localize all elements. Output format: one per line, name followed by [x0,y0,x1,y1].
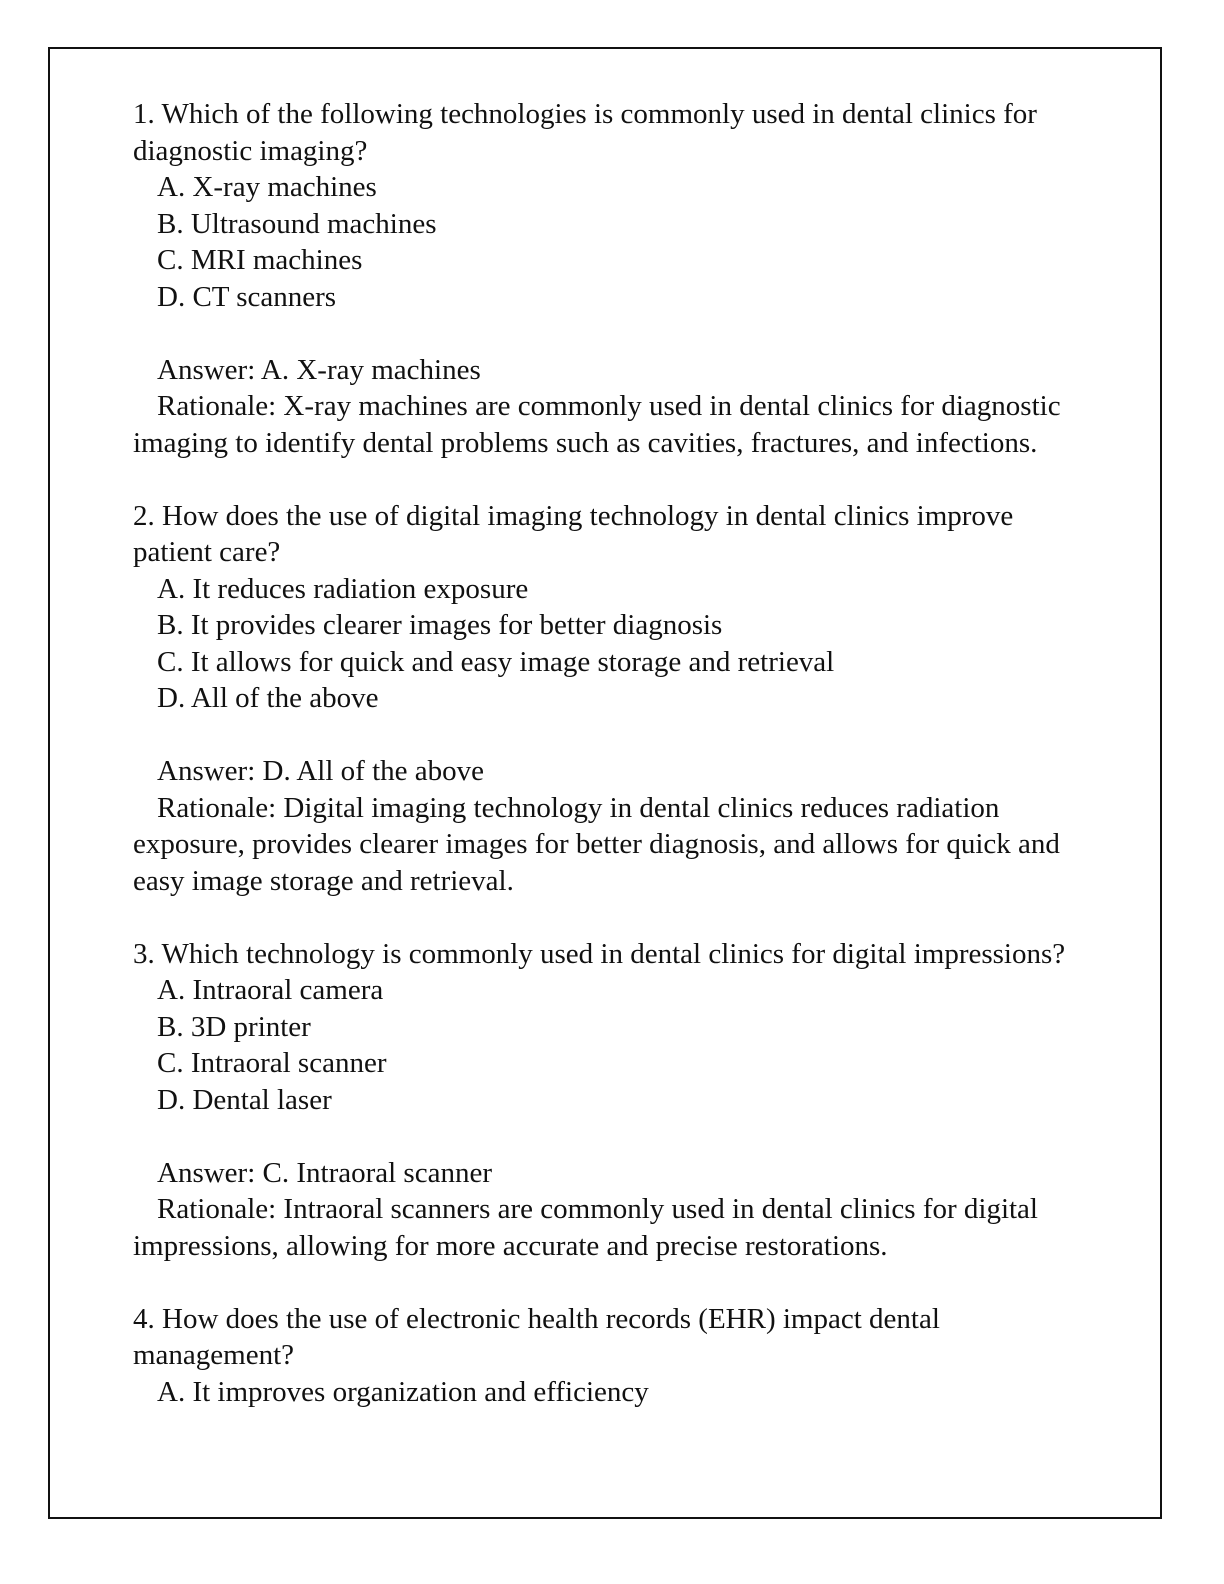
option-a: A. X-ray machines [157,171,377,203]
option-c: C. It allows for quick and easy image storage and retrieval [157,645,835,678]
option-a: A. It improves organization and efficiency [157,1375,649,1408]
question-stem: 2. How does the use of digital imaging technology in dental clinics improve patient care? [133,499,1014,568]
option-d: D. CT scanners [157,280,337,313]
option-d: D. All of the above [157,682,379,714]
question-3 [133,936,1093,1265]
option-a: A. It reduces radiation exposure [157,572,529,605]
option-d: D. Dental laser [157,1083,332,1116]
question-4 [133,1301,1093,1411]
answer: Answer: C. Intraoral scanner [157,1156,492,1189]
document-body [133,96,1093,1410]
rationale: Rationale: Digital imaging technology in dental clinics reduces radiation exposure, provides clearer images for better diagnosis, and allows for quick and easy image storage and retrieval. [133,791,1060,897]
answer: Answer: D. All of the above [157,755,484,787]
question-stem: 3. Which technology is commonly used in dental clinics for digital impressions? [133,937,1066,970]
option-c: C. Intraoral scanner [157,1047,387,1079]
question-stem: 1. Which of the following technologies is commonly used in dental clinics for diagnostic imaging? [133,98,1037,167]
question-1 [133,96,1093,461]
rationale: Rationale: X-ray machines are commonly used in dental clinics for diagnostic imaging to identify dental problems such as cavities, fractures, and infections. [133,390,1061,459]
option-c: C. MRI machines [157,244,363,276]
question-2 [133,498,1093,900]
option-b: B. Ultrasound machines [157,207,437,240]
option-b: B. 3D printer [157,1010,311,1043]
rationale: Rationale: Intraoral scanners are commonly used in dental clinics for digital impressions, allowing for more accurate and precise restorations. [133,1193,1038,1262]
question-stem: 4. How does the use of electronic health records (EHR) impact dental management? [133,1302,940,1371]
answer: Answer: A. X-ray machines [157,353,481,386]
option-b: B. It provides clearer images for better diagnosis [157,609,723,641]
option-a: A. Intraoral camera [157,974,384,1006]
